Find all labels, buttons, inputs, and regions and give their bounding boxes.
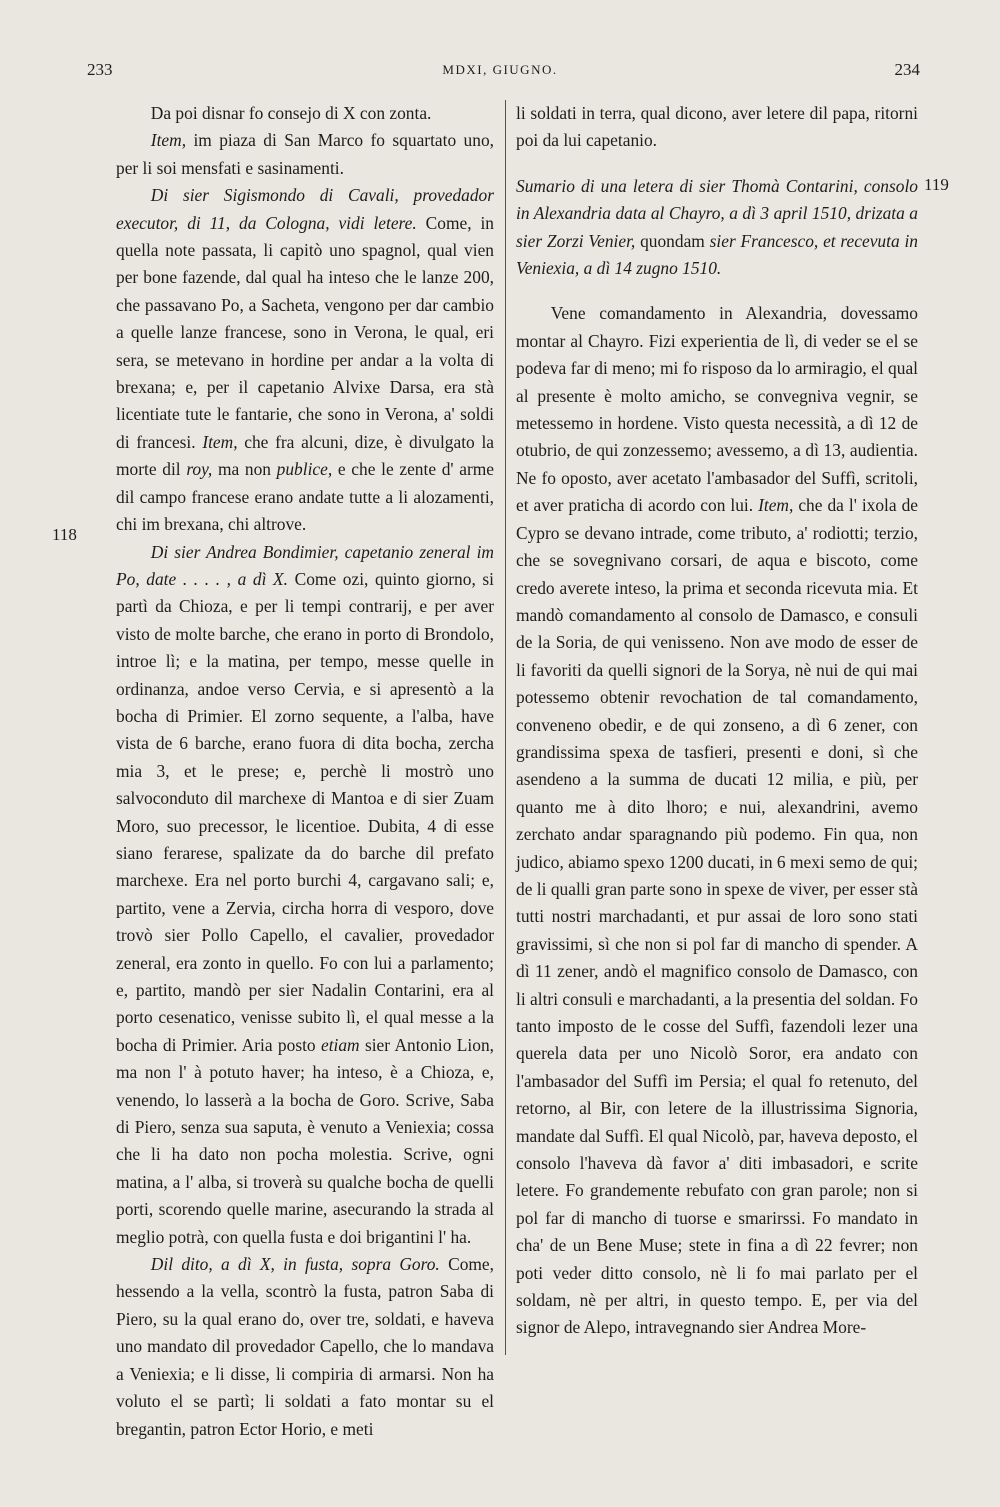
page-header [0, 60, 1000, 86]
summary-heading: Sumario di una letera di sier Thomà Contarini, consolo in Alexandria data al Chayro, a dì 3 april 1510, drizata a sier Zorzi Venier, quondam sier Francesco, et recevuta in Veniexia, a dì 14 zugno 1510. [516, 175, 918, 279]
paragraph: Item, im piaza di San Marco fo squartato uno, per li soi mensfati e sasinamenti. [116, 130, 494, 178]
margin-number-right: 119 [924, 175, 949, 194]
paragraph: Dil dito, a dì X, in fusta, sopra Goro. Come, hessendo a la vella, scontrò la fusta, patron Saba di Piero, su la qual erano do, over tre, soldati, e haveva uno mandato dil provedador Capello, che lo mandava a Veniexia; e li disse, li compiria di armarsi. Non ha voluto el se partì; li soldati a fato montar su el bregantin, patron Ector Horio, e meti [116, 1254, 494, 1439]
running-title: MDXI, GIUGNO. [442, 62, 558, 77]
paragraph: li soldati in terra, qual dicono, aver letere dil papa, ritorni poi da lui capetanio. [516, 103, 918, 151]
column-divider [505, 100, 506, 1355]
paragraph: Di sier Sigismondo di Cavali, provedador executor, di 11, da Cologna, vidi letere. Come, in quella note passata, li capitò uno spagnol, qual vien per bone fazende, dal qual ha inteso che le lanze 200, che passavano Po, a Sacheta, vengono per dar cambio a quelle lanze francese, sono in Verona, le qual, eri sera, se metevano in hordine per andar a la volta di brexana; e, per il capetanio Alvixe Darsa, era stà licentiate tute le fantarie, che sono in Verona, a' soldi di francesi. Item, che fra alcuni, dize, è divulgato la morte dil roy, ma non publice, e che le zente d' arme dil campo francese erano andate tutte a li alozamenti, chi im brexana, chi altrove. [116, 185, 495, 535]
page-number-left: 233 [87, 60, 113, 79]
margin-number-left: 118 [52, 525, 77, 544]
paragraph: Da poi disnar fo consejo di X con zonta. [150, 103, 432, 123]
paragraph: Vene comandamento in Alexandria, dovessamo montar al Chayro. Fizi experientia de lì, di veder se el se podeva far di meno; mi fo risposo da lo armiragio, el qual al presente è molto amicho, se convegniva vegnir, se metessemo in hordene. Visto questa necessità, a dì 12 de otubrio, de qui zonzessemo; avessemo, a dì 13, audientia. Ne fo oposto, aver acetato l'ambasador del Suffì, scritoli, et aver praticha di acordo con lui. Item, che da l' ixola de Cypro se devano intrade, come tributo, a' rodiotti; terzio, che se sovegnivano corsari, de aqua e biscoto, come credo averete inteso, la prima et seconda ricevuta mia. Et mandò comandamento al consolo de Damasco, e consuli de la Soria, de qui venisseno. Non ave modo de esser de li favoriti da quelli signori de la Sorya, nè nui de qui mai potessemo obtenir revochation de tal comandamento, conveneno obedir, e de qui zonseno, a dì 6 zener, con grandissima spexa de tasfieri, presenti e doni, sì che asendeno a la summa de ducati 12 milia, e più, per quanto me à dito lhoro; e nui, alexandrini, avemo zerchato andar sparagnando più podemo. Fin qua, non judico, abiamo spexo 1200 ducati, in 6 mexi semo de qui; de li qualli gran parte sono in spexe de viver, per esser stà tutti nostri marchadanti, et pur assai de loro sono stati gravissimi, sì che non si pol far di mancho di spender. A dì 11 zener, andò el magnifico consolo de Damasco, con li altri consuli e marchadanti, a la presentia del soldan. Fo tanto imposto de le cosse del Suffì, fazendoli lezer una querela data per uno Nicolò Soror, era andato con l'ambasador del Suffì im Persia; el qual fo retenuto, del retorno, al Bir, con letere de la illustrissima Signoria, mandate dal Suffì. El qual Nicolò, par, haveva deposto, el consolo l'haveva dà favor a' diti imbasadori, e scrite letere. Fo grandemente rebufato con gran parole; non si pol far di mancho di tuorse e smarirssi. Fo mandato in cha' de un Bene Muse; stete in fina a dì 22 fevrer; non poti veder ditto consolo, nè li fo mai parlato per el soldam, nè per altri, in questo tempo. E, per via del signor de Alepo, intravegnando sier Andrea More- [516, 303, 919, 1338]
page-number-right: 234 [894, 60, 920, 79]
paragraph: Di sier Andrea Bondimier, capetanio zeneral im Po, date . . . . , a dì X. Come ozi, quinto giorno, si partì da Chioza, e per li tempi contrarij, e per aver visto de molte barche, che erano in porto di Brondolo, introe lì; e la matina, per tempo, messe quelle in ordinanza, andoe verso Cervia, e si apresentò a la bocha di Primier. El zorno sequente, a l'alba, have vista de 6 barche, erano fuora di dita bocha, zercha mia 3, et le prese; e, perchè li mostrò uno salvoconduto dil marchexe di Mantoa e di sier Zuam Moro, suo precessor, le licentioe. Dubita, 4 di esse siano ferarese, spalizate da do barche dil prefato marchexe. Era nel porto burchi 4, cargavano sali; e, partito, vene a Zervia, circha horra di vesporo, dove trovò sier Pollo Capello, el cavalier, provedador zeneral, era zonto in quello. Fo con lui a parlamento; e, partito, mandò per sier Nadalin Contarini, era al porto cesenatico, venisse subito lì, el qual messe a la bocha di Primier. Aria posto etiam sier Antonio Lion, ma non l' à potuto haver; ha inteso, è a Chioza, e, venendo, lo lasserà a la bocha de Goro. Scrive, Saba di Piero, senza sua saputa, è venuto a Veniexia; cossa che li ha dato non pocha molestia. Scrive, ogni matina, a l' alba, si troverà su qualche bocha de quelli porti, scorendo quelle marine, asecurando la strada al meglio potrà, con quella fusta e doi brigantini l' ha. [116, 541, 495, 1247]
right-column [516, 100, 918, 1342]
left-column [116, 100, 494, 1443]
